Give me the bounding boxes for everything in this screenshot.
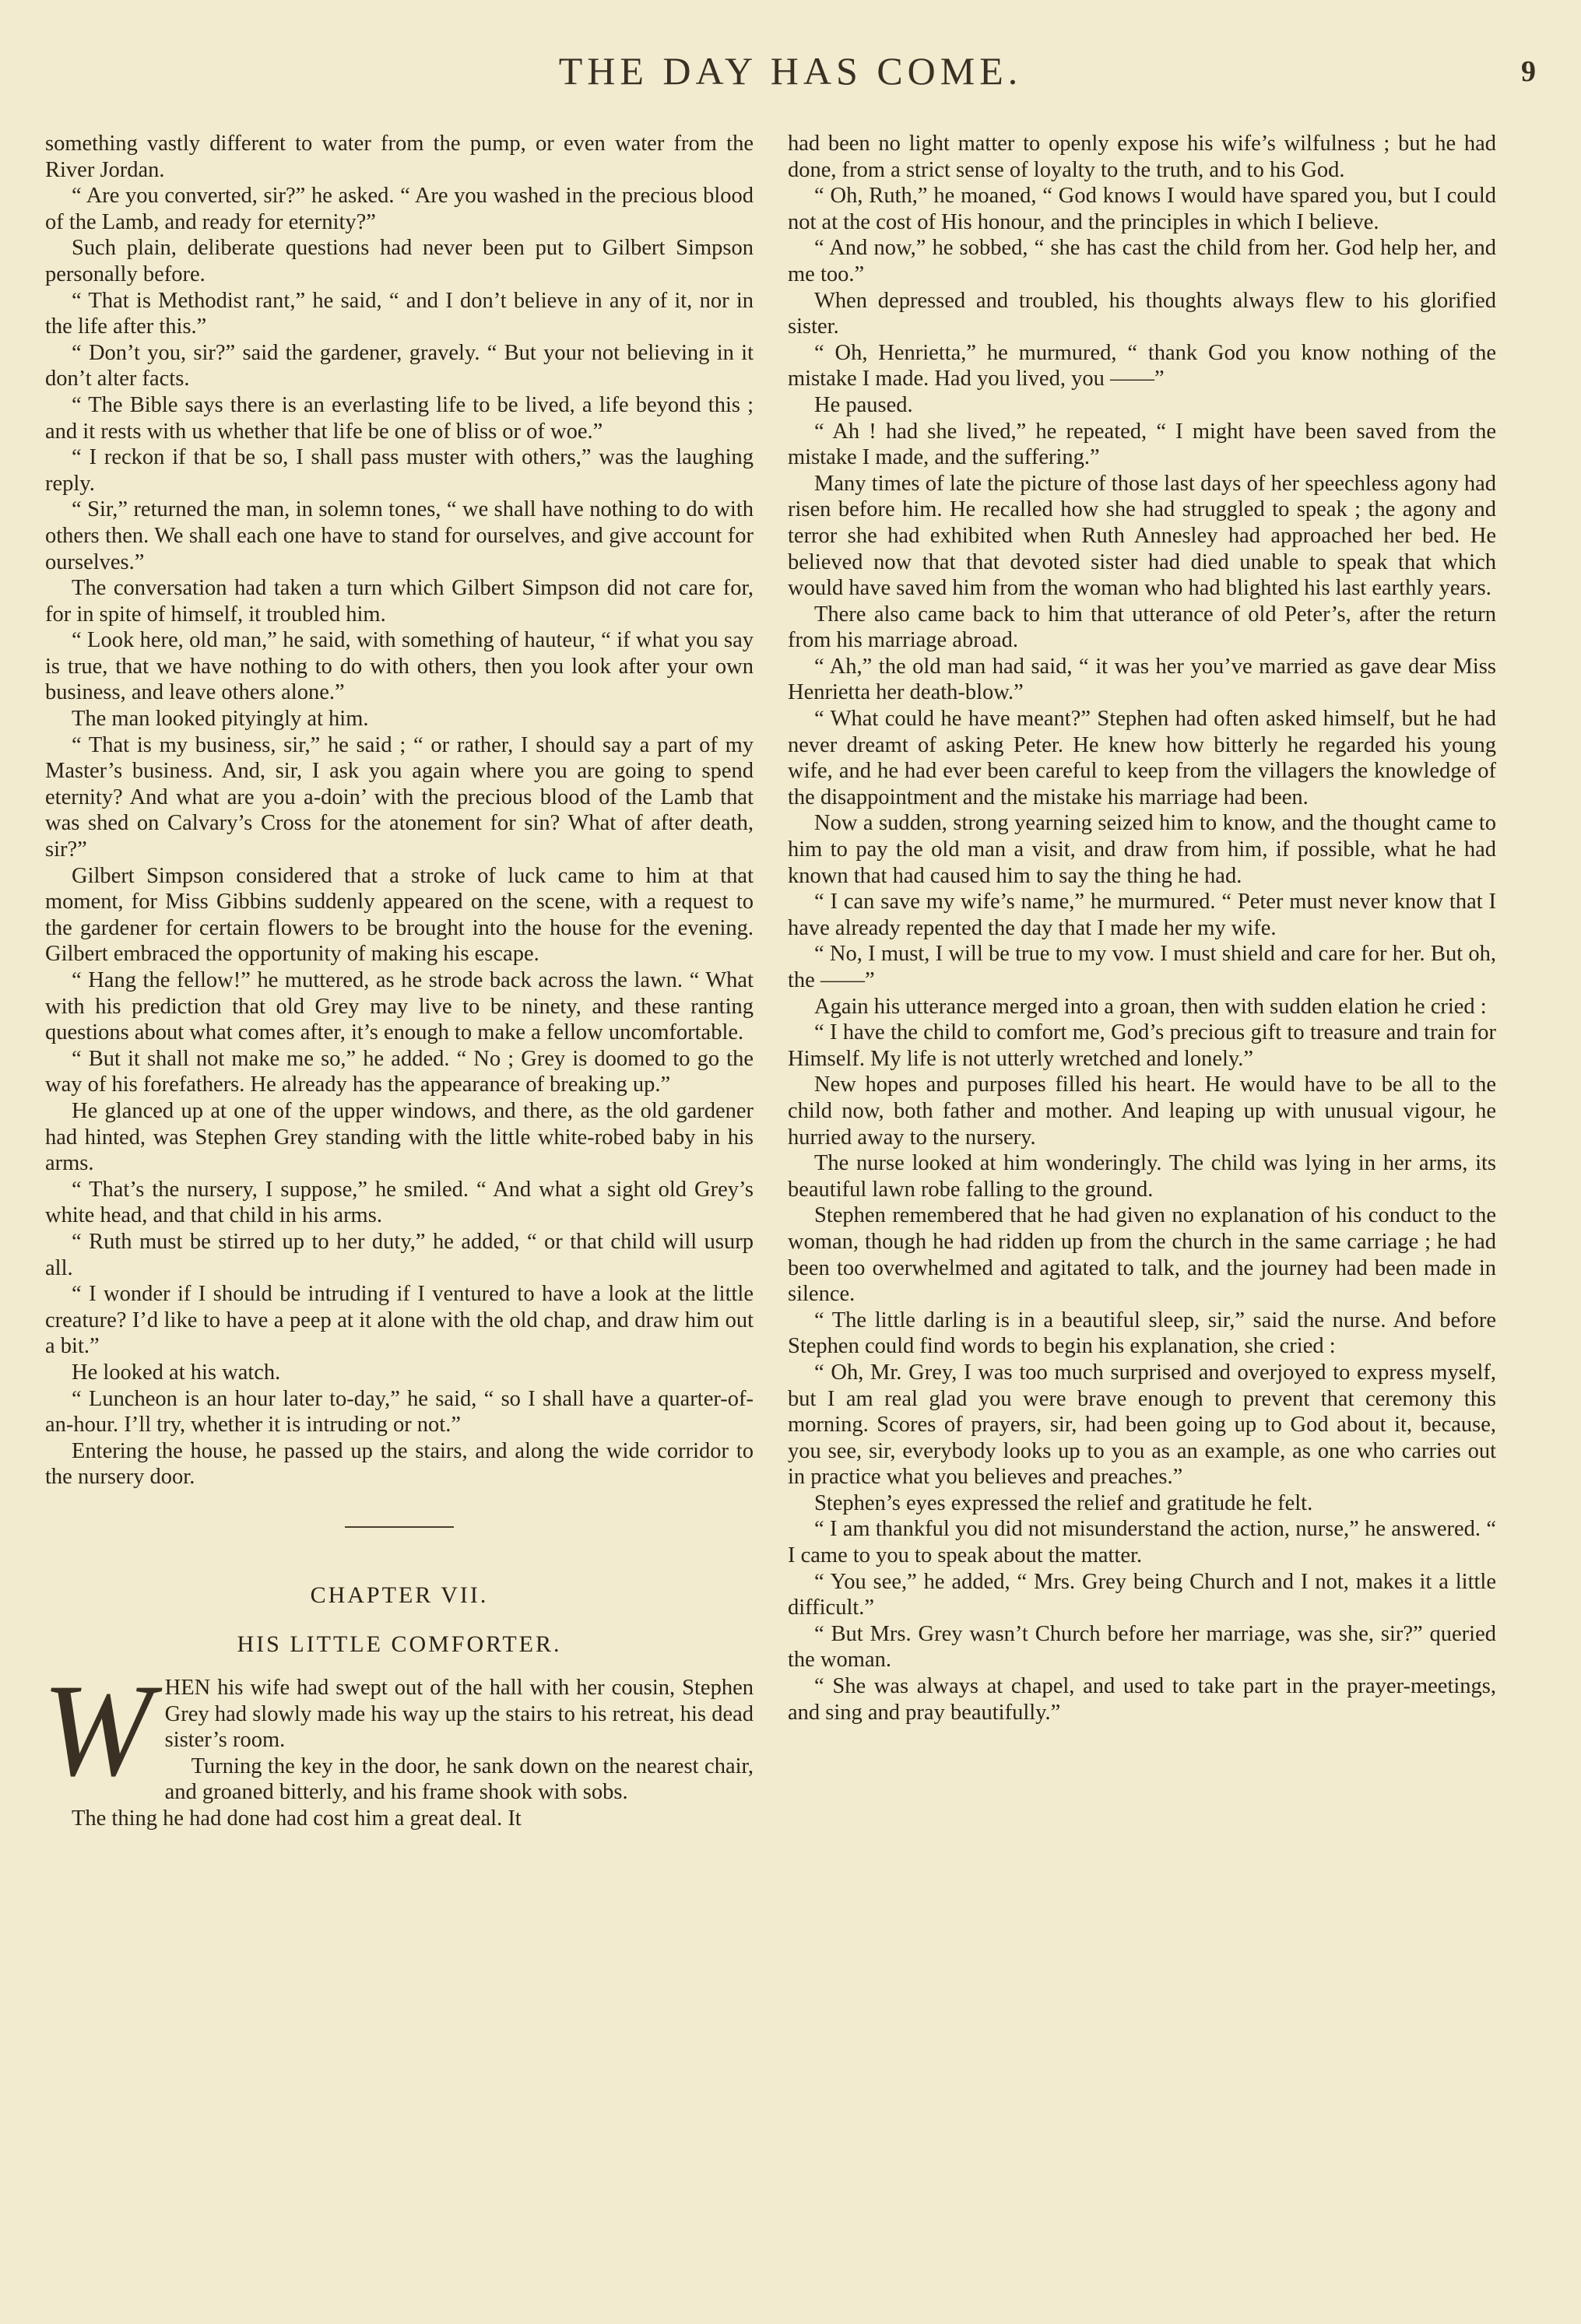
paragraph: “ And now,” he sobbed, “ she has cast the child from her. God help her, and me too.” [788,236,1496,286]
right-column-body [788,131,1496,1725]
paragraph: “ Oh, Ruth,” he moaned, “ God knows I would have spared you, but I could not at the cost of His honour, and the principles in which I believe. [788,184,1496,234]
paragraph: “ But it shall not make me so,” he added. “ No ; Grey is doomed to go the way of his forefathers. He already has the appearance of breaking up.” [45,1046,754,1097]
paragraph: “ I reckon if that be so, I shall pass muster with others,” was the laughing reply. [45,445,754,496]
right-column [788,131,1496,1725]
paragraph: Now a sudden, strong yearning seized him to know, and the thought came to him to pay the old man a visit, and draw from him, if possible, what he had known that had caused him to say the thing he had. [788,811,1496,888]
paragraph: “ Ah,” the old man had said, “ it was her you’ve married as gave dear Miss Henrietta her death-blow.” [788,654,1496,705]
paragraph: He glanced up at one of the upper windows, and there, as the old gardener had hinted, was Stephen Grey standing with the little white-robed baby in his arms. [45,1098,754,1176]
paragraph: He looked at his watch. [72,1360,281,1385]
paragraph: Many times of late the picture of those last days of her speechless agony had risen before him. He recalled how she had struggled to speak ; the agony and terror she had exhibited when Ruth Annesley had approached her bed. He believed now that that devoted sister had died unable to speak that which would have saved him from the woman who had blighted his last earthly years. [788,471,1496,601]
paragraph: something vastly different to water from the pump, or even water from the River Jordan. [45,132,754,182]
paragraph: “ Ah ! had she lived,” he repeated, “ I might have been saved from the mistake I made, and the suffering.” [788,419,1496,470]
paragraph: “ You see,” he added, “ Mrs. Grey being Church and I not, makes it a little difficult.” [788,1569,1496,1620]
paragraph: “ She was always at chapel, and used to take part in the prayer-meetings, and sing and pray beautifully.” [788,1674,1496,1725]
paragraph: The nurse looked at him wonderingly. The child was lying in her arms, its beautiful lawn robe falling to the ground. [788,1151,1496,1202]
paragraph: “ But Mrs. Grey wasn’t Church before her marriage, was she, sir?” queried the woman. [788,1621,1496,1673]
paragraph: “ Ruth must be stirred up to her duty,” he added, “ or that child will usurp all. [45,1229,754,1280]
paragraph: “ Don’t you, sir?” said the gardener, gravely. “ But your not believing in it don’t alter facts. [45,340,754,391]
paragraph: He paused. [814,392,913,417]
paragraph: Turning the key in the door, he sank down on the nearest chair, and groaned bitterly, and his frame shook with sobs. [164,1754,754,1805]
paragraph: When depressed and troubled, his thoughts always flew to his glorified sister. [788,288,1496,339]
left-column [42,131,754,1832]
paragraph: had been no light matter to openly expose his wife’s wilfulness ; but he had done, from a strict sense of loyalty to the truth, and to his God. [788,132,1496,182]
chapter-number: CHAPTER VII. [310,1582,489,1608]
paragraph: There also came back to him that utterance of old Peter’s, after the return from his marriage abroad. [788,602,1496,653]
paragraph: “ Sir,” returned the man, in solemn tones, “ we shall have nothing to do with others then. We shall each one have to stand for ourselves, and give account for ourselves.” [45,497,754,574]
paragraph: The man looked pityingly at him. [72,707,369,732]
paragraph: “ That is Methodist rant,” he said, “ and I don’t believe in any of it, nor in the life after this.” [45,288,754,339]
drop-cap: W [42,1657,153,1804]
paragraph: “ That is my business, sir,” he said ; “ or rather, I should say a part of my Master’s business. And, sir, I ask you again where you are going to spend eternity? And what are you a-doin’ with the precious blood of the Lamb that was shed on Calvary’s Cross for the atonement for sin? What of after death, sir?” [45,732,754,862]
paragraph: “ Oh, Mr. Grey, I was too much surprised and overjoyed to express myself, but I am real glad you were brave enough to prevent that ceremony this morning. Scores of prayers, sir, had been going up to God about it, because, you see, sir, everybody looks up to you as an example, as one who carries out in practice what you believes and preaches.” [788,1360,1496,1490]
paragraph: “ Oh, Henrietta,” he murmured, “ thank God you know nothing of the mistake I made. Had you lived, you ——” [788,340,1496,391]
paragraph: Stephen’s eyes expressed the relief and gratitude he felt. [814,1490,1313,1515]
paragraph: Entering the house, he passed up the stairs, and along the wide corridor to the nursery door. [45,1438,754,1490]
paragraph: Again his utterance merged into a groan, then with sudden elation he cried : [814,994,1487,1019]
paragraph: “ What could he have meant?” Stephen had often asked himself, but he had never dreamt of asking Peter. He knew how bitterly he regarded his young wife, and he had ever been careful to keep from the villagers the knowledge of the disappointment and the mistake his marriage had been. [788,707,1496,809]
chapter-title: HIS LITTLE COMFORTER. [237,1631,562,1658]
running-head-title: THE DAY HAS COME. [558,49,1023,93]
paragraph: Gilbert Simpson considered that a stroke of luck came to him at that moment, for Miss Gibbins suddenly appeared on the scene, with a request to the gardener for certain flowers to be brought into the house for the evening. Gilbert embraced the opportunity of making his escape. [45,863,754,967]
paragraph: “ The little darling is in a beautiful sleep, sir,” said the nurse. And before Stephen could find words to begin his explanation, she cried : [788,1308,1496,1359]
paragraph: “ I have the child to comfort me, God’s precious gift to treasure and train for Himself. My life is not utterly wretched and lonely.” [788,1020,1496,1071]
paragraph: “ Look here, old man,” he said, with something of hauteur, “ if what you say is true, that we have nothing to do with others, then you look after your own business, and leave others alone.” [45,628,754,705]
page-number: 9 [1521,55,1536,88]
section-divider [345,1526,454,1528]
paragraph: “ Are you converted, sir?” he asked. “ Are you washed in the precious blood of the Lamb, and ready for eternity?” [45,184,754,234]
paragraph: “ The Bible says there is an everlasting life to be lived, a life beyond this ; and it rests with us whether that life be one of bliss or of woe.” [45,392,754,444]
paragraph: Such plain, deliberate questions had never been put to Gilbert Simpson personally before. [45,236,754,286]
left-column-body [45,131,754,1490]
paragraph: “ No, I must, I will be true to my vow. I must shield and care for her. But oh, the ——” [788,942,1496,992]
paragraph: The thing he had done had cost him a great deal. It [72,1806,522,1831]
opening-text: HEN his wife had swept out of the hall with her cousin, Stephen Grey had slowly made his way up the stairs to his retreat, his dead sister’s room. [164,1676,754,1753]
paragraph: “ That’s the nursery, I suppose,” he smiled. “ And what a sight old Grey’s white head, and that child in his arms. [45,1177,754,1228]
paragraph: “ I can save my wife’s name,” he murmured. “ Peter must never know that I have already repented the day that I made her my wife. [788,890,1496,940]
paragraph: New hopes and purposes filled his heart. He would have to be all to the child now, both father and mother. And leaping up with unusual vigour, he hurried away to the nursery. [788,1072,1496,1150]
paragraph: “ I wonder if I should be intruding if I ventured to have a look at the little creature? I’d like to have a peep at it alone with the old chap, and draw him out a bit.” [45,1282,754,1359]
paragraph: “ I am thankful you did not misunderstand the action, nurse,” he answered. “ I came to you to speak about the matter. [788,1517,1496,1568]
paragraph: “ Hang the fellow!” he muttered, as he strode back across the lawn. “ What with his prediction that old Grey may live to be ninety, and these ranting questions about what comes after, it’s enough to make a fellow uncomfortable. [45,968,754,1045]
paragraph: Stephen remembered that he had given no explanation of his conduct to the woman, though he had ridden up from the church in the same carriage ; he had been too overwhelmed and agitated to talk, and the journey had been made in silence. [788,1203,1496,1307]
paragraph: “ Luncheon is an hour later to-day,” he said, “ so I shall have a quarter-of-an-hour. I’ll try, whether it is intruding or not.” [45,1386,754,1438]
paragraph: The conversation had taken a turn which Gilbert Simpson did not care for, for in spite of himself, it troubled him. [45,576,754,627]
